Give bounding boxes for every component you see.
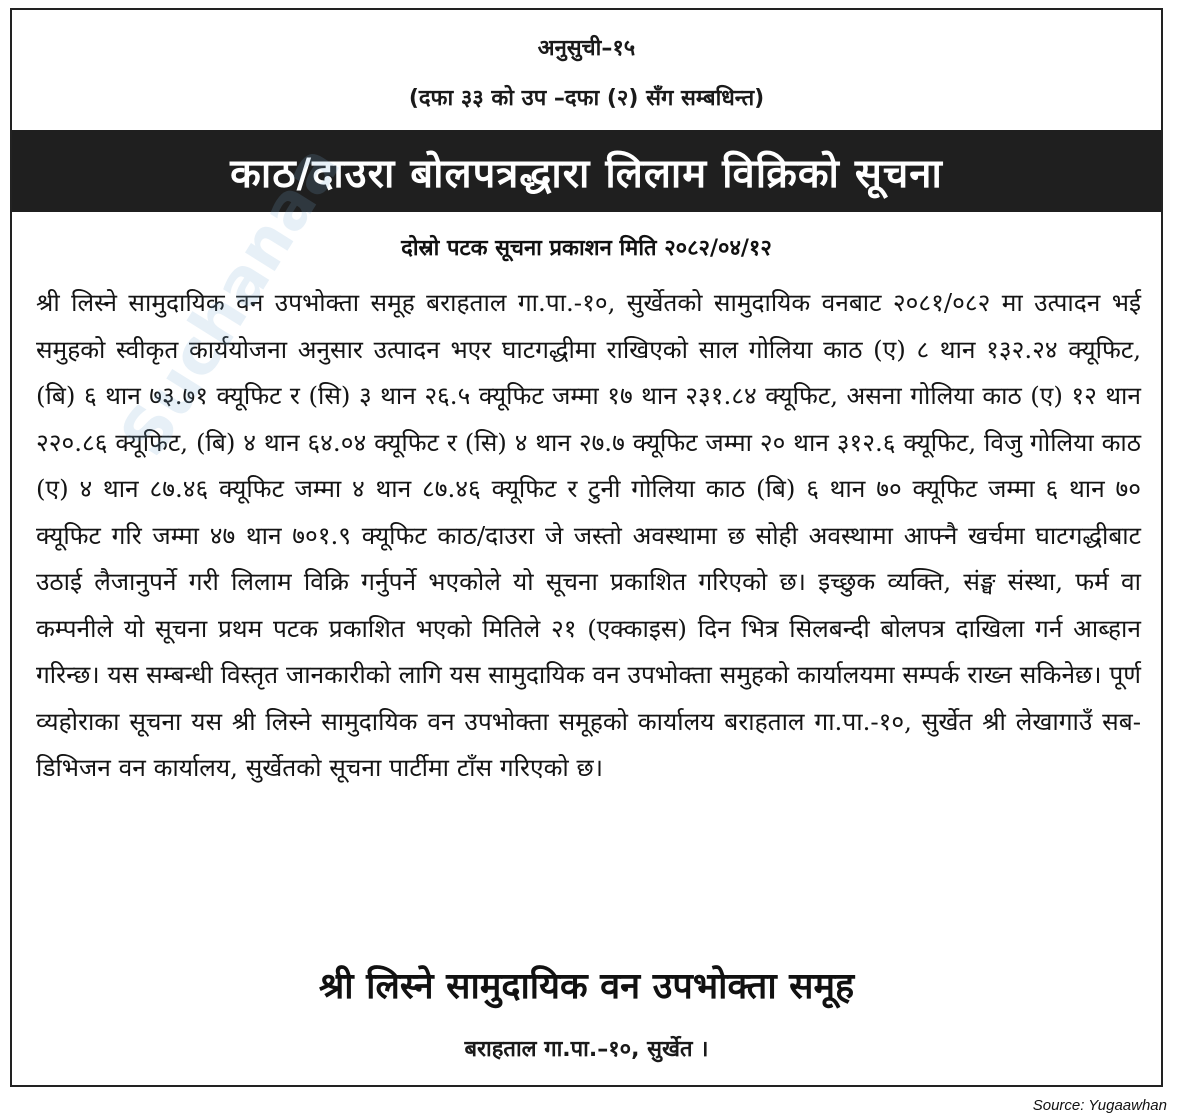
signature-organization: श्री लिस्ने सामुदायिक वन उपभोक्ता समूह xyxy=(318,966,855,1007)
notice-body: श्री लिस्ने सामुदायिक वन उपभोक्ता समूह बराहताल गा.पा.-१०, सुर्खेतको सामुदायिक वनबाट २०८१/०८२ मा उत्पादन भई समुहको स्वीकृत कार्ययोजना अनुसार उत्पादन भएर घाटगद्धीमा राखिएको साल गोलिया काठ (ए) ८ थान १३२.२४ क्यूफिट, (बि) ६ थान ७३.७१ क्यूफिट र (सि) ३ थान २६.५ क्यूफिट जम्मा १७ थान २३१.८४ क्यूफिट, असना गोलिया काठ (ए) १२ थान २२०.८६ क्यूफिट, (बि) ४ थान ६४.०४ क्यूफिट र (सि) ४ थान २७.७ क्यूफिट जम्मा २० थान ३१२.६ क्यूफिट, विजु गोलिया काठ (ए) ४ थान ८७.४६ क्यूफिट जम्मा ४ थान ८७.४६ क्यूफिट र टुनी गोलिया काठ (बि) ६ थान ७० क्यूफिट जम्मा ६ थान ७० क्यूफिट गरि जम्मा ४७ थान ७०१.९ क्यूफिट काठ/दाउरा जे जस्तो अवस्थामा छ सोही अवस्थामा आफ्नै खर्चमा घाटगद्धीबाट उठाई लैजानुपर्ने गरी लिलाम विक्रि गर्नुपर्ने भएकोले यो सूचना प्रकाशित गरिएको छ। इच्छुक व्यक्ति, संङ्घ संस्था, फर्म वा कम्पनीले यो सूचना प्रथम पटक प्रकाशित भएको मितिले २१ (एक्काइस) दिन भित्र सिलबन्दी बोलपत्र दाखिला गर्न आब्हान गरिन्छ। यस सम्बन्धी विस्तृत जानकारीको लागि यस सामुदायिक वन उपभोक्ता समुहको कार्यालयमा सम्पर्क राख्न सकिनेछ। पूर्ण व्यहोराका सूचना यस श्री लिस्ने सामुदायिक वन उपभोक्ता समूहको कार्यालय बराहताल गा.पा.-१०, सुर्खेत श्री लेखागाउँ सब-डिभिजन वन कार्यालय, सुर्खेतको सूचना पार्टीमा टाँस गरिएको छ। xyxy=(36,288,1141,782)
notice-title: काठ/दाउरा बोलपत्रद्धारा लिलाम विक्रिको सूचना xyxy=(230,150,943,197)
watermark: Suchanaa xyxy=(107,132,356,470)
signature-address: बराहताल गा.पा.–१०, सुर्खेत । xyxy=(464,1037,709,1062)
schedule-title: अनुसुची–१५ xyxy=(537,36,636,61)
notice-frame xyxy=(10,8,1163,1087)
notice-title-banner xyxy=(12,130,1161,212)
source-credit: Source: Yugaawhan xyxy=(1032,1097,1167,1114)
publish-date-line: दोस्रो पटक सूचना प्रकाशन मिति २०८२/०४/१२ xyxy=(401,236,772,261)
schedule-subtitle: (दफा ३३ को उप –दफा (२) सँग सम्बधिन्त) xyxy=(408,86,765,111)
